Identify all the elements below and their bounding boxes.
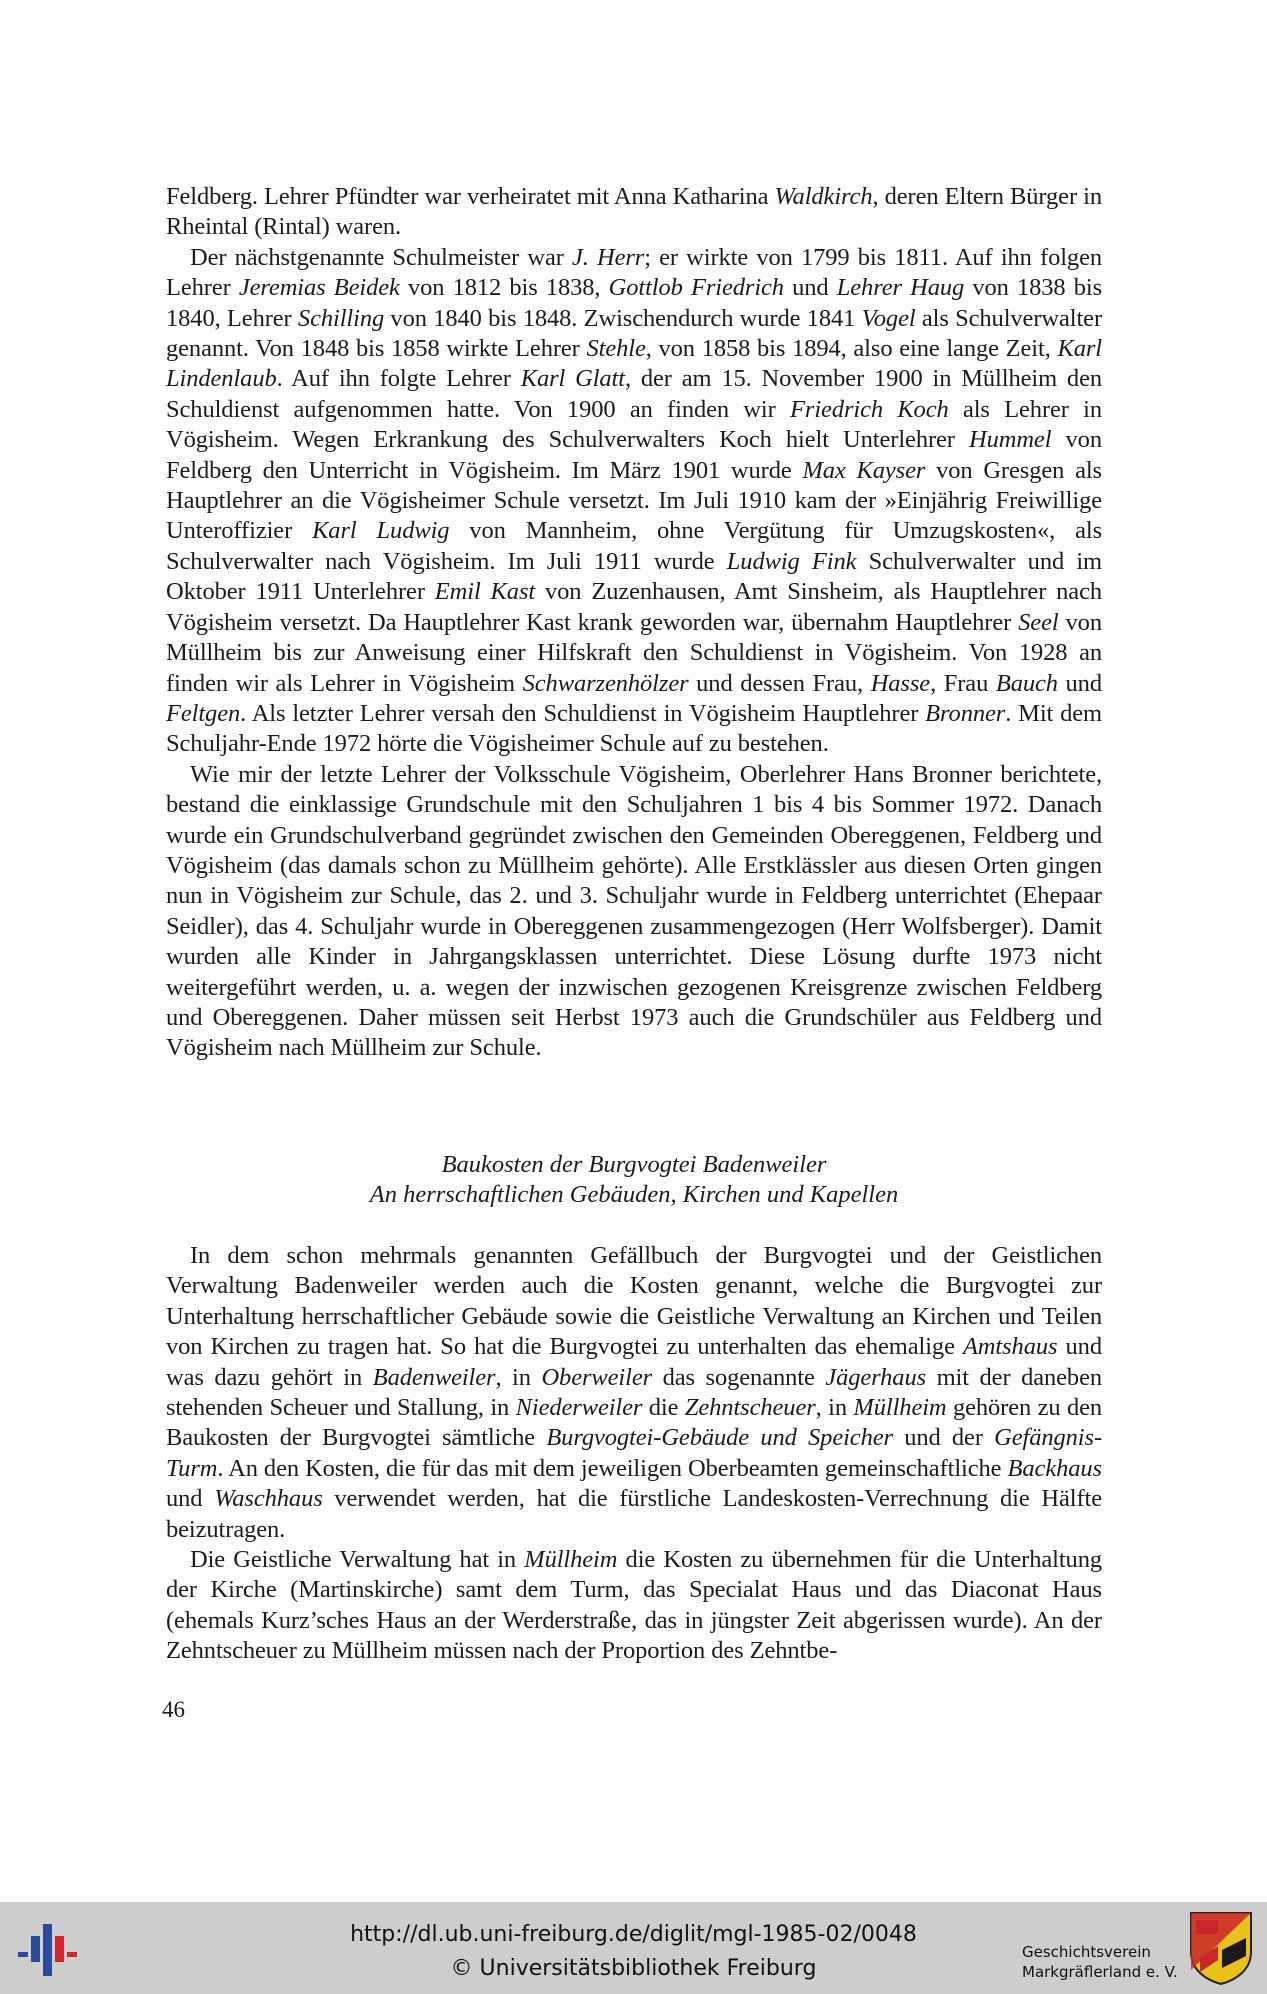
italic-name: Backhaus [1007, 1454, 1102, 1482]
italic-name: Hasse [870, 669, 931, 697]
italic-name: Ludwig Fink [726, 547, 857, 575]
heading-line: An herrschaftlichen Gebäuden, Kirchen und Kapellen [369, 1181, 899, 1209]
italic-name: Gottlob Friedrich [608, 274, 784, 302]
italic-name: Bronner [925, 699, 1006, 727]
paragraph: Wie mir der letzte Lehrer der Volksschule Vögisheim, Oberlehrer Hans Bronner berichtete, bestand die einklassige Grundschule mit den Schuljahren 1 bis 4 bis Sommer 1972. Danach wurde ein Grundschulverband gegründet zwischen den Gemeinden Obereggenen, Feldberg und Vögisheim (das damals schon zu Müllheim gehörte). Alle Erstklässler aus diesen Orten gingen nun in Vögisheim zur Schule, das 2. und 3. Schuljahr wurde in Feldberg unterrichtet (Ehepaar Seidler), das 4. Schuljahr wurde in Obereggenen zusammengezogen (Herr Wolfsberger). Damit wurden alle Kinder in Jahrgangsklassen unterrichtet. Diese Lösung durfte 1973 nicht weitergeführt werden, u. a. wegen der inzwischen gezogenen Kreisgrenze zwischen Feldberg und Obereggenen. Daher müssen seit Herbst 1973 auch die Grundschüler aus Feldberg und Vögisheim nach Müllheim zur Schule. [166, 760, 1102, 1062]
coat-of-arms-icon [1188, 1910, 1254, 1986]
source-url[interactable]: http://dl.ub.uni-freiburg.de/diglit/mgl-1985-02/0048 [350, 1922, 917, 1947]
italic-name: Hummel [968, 426, 1052, 454]
italic-name: Emil Kast [434, 578, 536, 606]
italic-name: Feltgen [166, 699, 241, 727]
paragraph: Feldberg. Lehrer Pfündter war verheiratet mit Anna Katharina Waldkirch, deren Eltern Bürger in Rheintal (Rintal) waren. [166, 183, 1102, 241]
italic-name: Karl Glatt [520, 365, 625, 393]
italic-name: Schilling [297, 304, 385, 332]
italic-name: Jägerhaus [825, 1363, 927, 1391]
italic-name: Stehle [586, 335, 646, 363]
italic-name: Müllheim [524, 1546, 618, 1574]
italic-name: Jeremias Beidek [238, 274, 400, 302]
italic-name: Max Kayser [802, 456, 926, 484]
society-line: Geschichtsverein [1022, 1943, 1151, 1961]
society-name [1022, 1942, 1182, 1982]
italic-name: Vogel [861, 304, 916, 332]
footer-bar [0, 1902, 1267, 1994]
italic-name: Seel [1018, 608, 1059, 636]
section-heading [166, 1150, 1102, 1211]
italic-name: Amtshaus [962, 1333, 1058, 1361]
society-line: Markgräflerland e. V. [1022, 1963, 1178, 1981]
italic-name: Waldkirch [774, 183, 873, 210]
body-text [166, 182, 1102, 1064]
paragraph: Der nächstgenannte Schulmeister war J. Herr; er wirkte von 1799 bis 1811. Auf ihn folgen Lehrer Jeremias Beidek von 1812 bis 1838, Gottlob Friedrich und Lehrer Haug von 1838 bis 1840, Lehrer Schilling von 1840 bis 1848. Zwischendurch wurde 1841 Vogel als Schulverwalter genannt. Von 1848 bis 1858 wirkte Lehrer Stehle, von 1858 bis 1894, also eine lange Zeit, Karl Lindenlaub. Auf ihn folgte Lehrer Karl Glatt, der am 15. November 1900 in Müllheim den Schuldienst aufgenommen hatte. Von 1900 an finden wir Friedrich Koch als Lehrer in Vögisheim. Wegen Erkrankung des Schulverwalters Koch hielt Unterlehrer Hummel von Feldberg den Unterricht in Vögisheim. Im März 1901 wurde Max Kayser von Gresgen als Hauptlehrer an die Vögisheimer Schule versetzt. Im Juli 1910 kam der »Einjährig Freiwillige Unteroffizier Karl Ludwig von Mannheim, ohne Vergütung für Umzugskosten«, als Schulverwalter nach Vögisheim. Im Juli 1911 wurde Ludwig Fink Schulverwalter und im Oktober 1911 Unterlehrer Emil Kast von Zuzenhausen, Amt Sinsheim, als Hauptlehrer nach Vögisheim versetzt. Da Hauptlehrer Kast krank geworden war, übernahm Hauptlehrer Seel von Müllheim bis zur Anweisung einer Hilfskraft den Schuldienst in Vögisheim. Von 1928 an finden wir als Lehrer in Vögisheim Schwarzenhölzer und dessen Frau, Hasse, Frau Bauch und Feltgen. Als letzter Lehrer versah den Schuldienst in Vögisheim Hauptlehrer Bronner. Mit dem Schuljahr-Ende 1972 hörte die Vögisheimer Schule auf zu bestehen. [166, 243, 1103, 758]
italic-name: Schwarzenhölzer [522, 669, 689, 697]
italic-name: Waschhaus [214, 1485, 323, 1513]
italic-name: Zehntscheuer [684, 1394, 816, 1422]
italic-name: Karl Lindenlaub [166, 335, 1102, 393]
italic-name: Karl Ludwig [312, 517, 450, 545]
italic-name: Müllheim [853, 1394, 947, 1422]
italic-name: J. Herr [571, 243, 645, 271]
body-text [166, 1241, 1102, 1667]
page-number: 46 [162, 1697, 185, 1722]
italic-name: Bauch [995, 669, 1058, 697]
italic-name: Badenweiler [372, 1363, 496, 1391]
italic-name: Oberweiler [541, 1363, 653, 1391]
copyright-text: © Universitätsbibliothek Freiburg [450, 1956, 817, 1981]
paragraph: In dem schon mehrmals genannten Gefällbuch der Burgvogtei und der Geistlichen Verwaltung Badenweiler werden auch die Kosten genannt, welche die Burgvogtei zur Unterhaltung herrschaftlicher Gebäude sowie die Geistliche Verwaltung an Kirchen und Teilen von Kirchen zu tragen hat. So hat die Burgvogtei zu unterhalten das ehemalige Amtshaus und was dazu gehört in Badenweiler, in Oberweiler das sogenannte Jägerhaus mit der daneben stehenden Scheuer und Stallung, in Niederweiler die Zehntscheuer, in Müllheim gehören zu den Baukosten der Burgvogtei sämtliche Burgvogtei-Gebäude und Speicher und der Gefängnis-Turm. An den Kosten, die für das mit dem jeweiligen Oberbeamten gemeinschaftliche Backhaus und Waschhaus verwendet werden, hat die fürstliche Landeskosten-Verrechnung die Hälfte beizutragen. [166, 1242, 1103, 1543]
heading-line: Baukosten der Burgvogtei Badenweiler [441, 1151, 827, 1178]
italic-name: Lehrer Haug [836, 274, 965, 302]
italic-name: Burgvogtei-Gebäude und Speicher [546, 1424, 893, 1452]
italic-name: Friedrich Koch [790, 395, 949, 423]
italic-name: Gefängnis-Turm [166, 1424, 1102, 1482]
italic-name: Niederweiler [515, 1394, 643, 1422]
paragraph: Die Geistliche Verwaltung hat in Müllheim die Kosten zu übernehmen für die Unterhaltung der Kirche (Martinskirche) samt dem Turm, das Specialat Haus und das Diaconat Haus (ehemals Kurz’sches Haus an der Werderstraße, das in jüngster Zeit abgerissen wurde). An der Zehntscheuer zu Müllheim müssen nach der Proportion des Zehntbe- [166, 1546, 1103, 1665]
